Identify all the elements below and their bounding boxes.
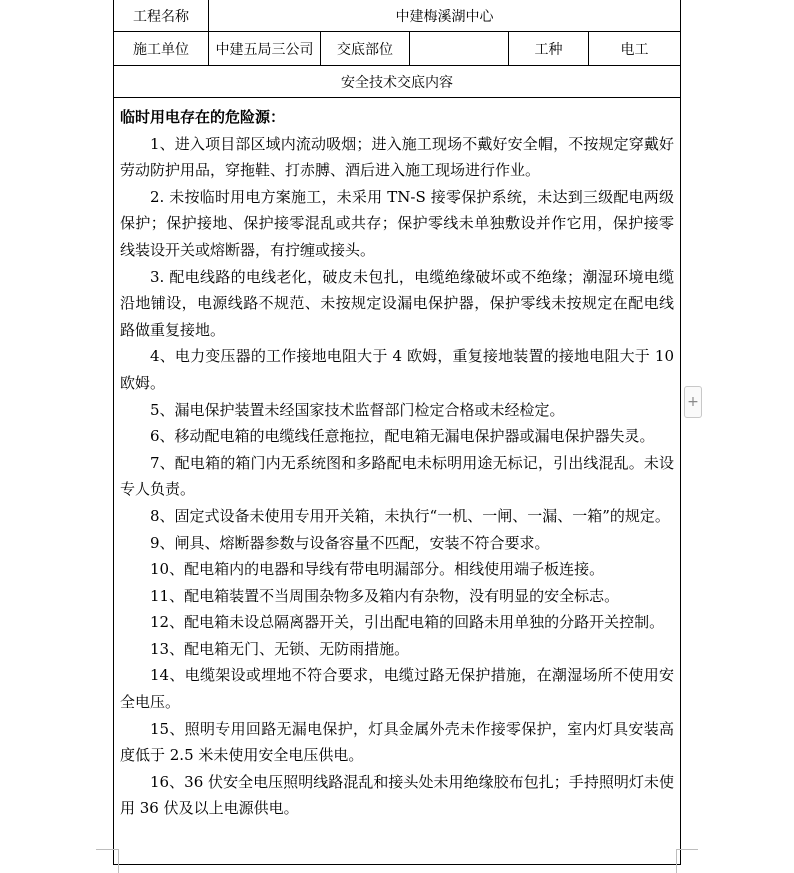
disclosure-table: [113, 0, 681, 865]
list-item: 16、36 伏安全电压照明线路混乱和接头处未用绝缘胶布包扎；手持照明灯未使用 36 伏及以上电源供电。: [120, 772, 674, 818]
unit-label: 施工单位: [114, 32, 209, 65]
list-item: 7、配电箱的箱门内无系统图和多路配电未标明用途无标记，引出线混乱。未设专人负责。: [120, 453, 674, 499]
section-title-row: [114, 66, 680, 98]
section-title: 安全技术交底内容: [341, 74, 453, 91]
list-item: 8、固定式设备未使用专用开关箱，未执行“一机、一闸、一漏、一箱”的规定。: [150, 506, 670, 525]
project-value: 中建梅溪湖中心: [395, 8, 494, 25]
content-body: [114, 98, 680, 864]
unit-row: [114, 32, 680, 66]
page-corner-mark: [96, 849, 118, 850]
list-item: 11、配电箱装置不当周围杂物多及箱内有杂物，没有明显的安全标志。: [150, 586, 620, 605]
list-item: 13、配电箱无门、无锁、无防雨措施。: [150, 639, 410, 658]
trade-value: 电工: [620, 41, 649, 58]
location-label: 交底部位: [321, 32, 410, 65]
list-item: 4、电力变压器的工作接地电阻大于 4 欧姆，重复接地装置的接地电阻大于 10 欧姆。: [120, 347, 674, 392]
page-corner-mark: [118, 849, 119, 873]
expand-button[interactable]: +: [684, 386, 702, 418]
list-item: 1、进入项目部区域内流动吸烟；进入施工现场不戴好安全帽，不按规定穿戴好劳动防护用品，穿拖鞋、打赤膊、酒后进入施工现场进行作业。: [120, 134, 674, 180]
list-item: 12、配电箱未设总隔离器开关，引出配电箱的回路未用单独的分路开关控制。: [150, 613, 665, 632]
trade-label: 工种: [509, 32, 589, 65]
list-item: 14、电缆架设或埋地不符合要求，电缆过路无保护措施，在潮湿场所不使用安全电压。: [120, 666, 674, 712]
list-item: 2. 未按临时用电方案施工，未采用 TN-S 接零保护系统，未达到三级配电两级保护；保护接地、保护接零混乱或共存；保护零线未单独敷设并作它用，保护接零线装设开关或熔断器，有拧缠或接头。: [120, 187, 674, 259]
list-item: 15、照明专用回路无漏电保护，灯具金属外壳未作接零保护，室内灯具安装高度低于 2.5 米未使用安全电压供电。: [120, 719, 674, 765]
list-item: 5、漏电保护装置未经国家技术监督部门检定合格或未经检定。: [150, 400, 565, 419]
list-item: 10、配电箱内的电器和导线有带电明漏部分。相线使用端子板连接。: [150, 560, 605, 579]
unit-value: 中建五局三公司: [209, 32, 321, 65]
location-value[interactable]: [410, 32, 509, 65]
page-corner-mark: [676, 849, 698, 850]
project-row: [114, 0, 680, 32]
list-item: 6、移动配电箱的电缆线任意拖拉，配电箱无漏电保护器或漏电保护器失灵。: [150, 427, 655, 446]
content-heading: 临时用电存在的危险源：: [120, 108, 286, 126]
project-label: 工程名称: [114, 0, 209, 31]
list-item: 3. 配电线路的电线老化，破皮未包扎，电缆绝缘破坏或不绝缘；潮湿环境电缆沿地铺设，电源线路不规范、未按规定设漏电保护器，保护零线未按规定在配电线路做重复接地。: [120, 267, 674, 339]
page-corner-mark: [676, 849, 677, 873]
list-item: 9、闸具、熔断器参数与设备容量不匹配，安装不符合要求。: [150, 533, 550, 552]
